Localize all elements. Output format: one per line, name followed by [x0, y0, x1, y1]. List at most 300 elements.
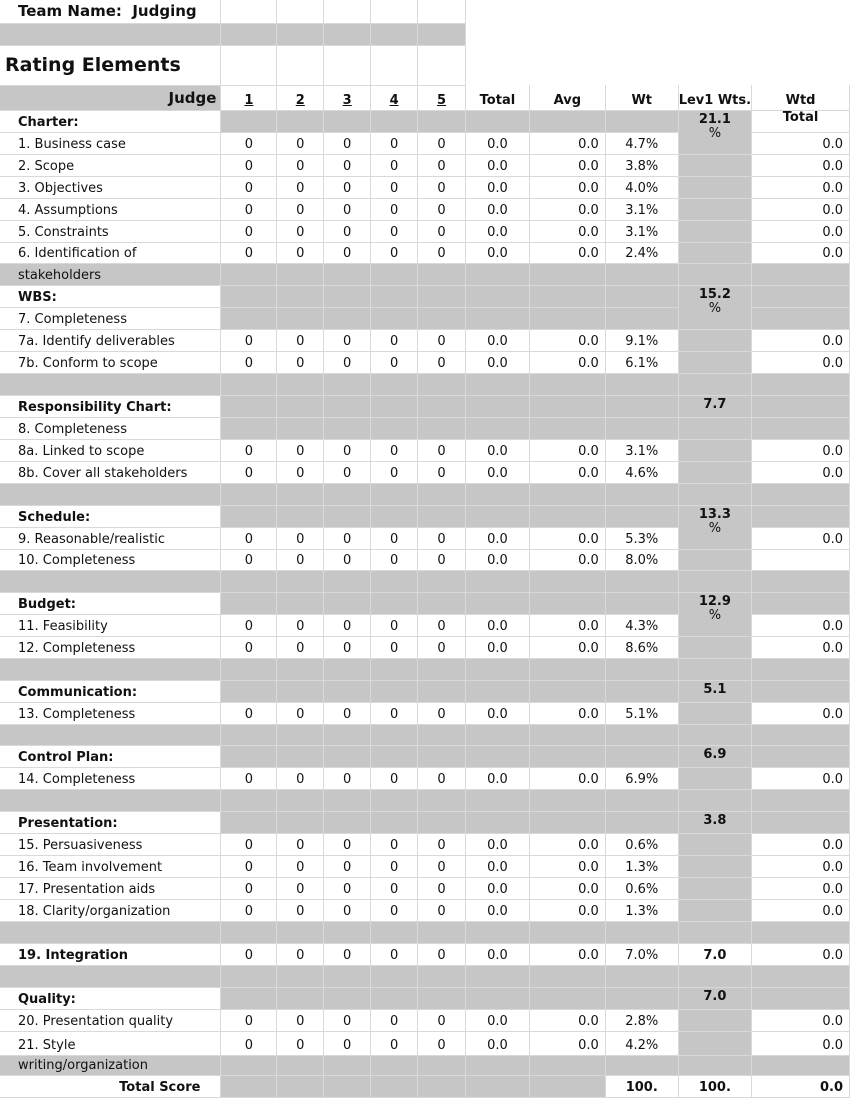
table-cell[interactable]: 0 [277, 351, 324, 373]
table-cell[interactable] [605, 680, 678, 702]
table-cell[interactable] [418, 110, 466, 132]
table-cell[interactable]: 0 [277, 1031, 324, 1055]
table-cell[interactable] [0, 373, 221, 395]
table-cell[interactable] [0, 789, 221, 811]
table-cell[interactable] [277, 263, 324, 285]
table-cell[interactable] [678, 154, 751, 176]
table-cell[interactable] [529, 0, 605, 23]
table-cell[interactable] [277, 658, 324, 680]
table-cell[interactable]: 0.0 [752, 220, 850, 242]
table-cell[interactable] [752, 965, 850, 987]
table-cell[interactable]: 0 [221, 855, 277, 877]
table-cell[interactable] [465, 789, 529, 811]
table-row[interactable] [0, 1031, 850, 1055]
table-cell[interactable]: 0 [277, 461, 324, 483]
table-cell[interactable] [678, 23, 751, 45]
table-cell[interactable] [0, 658, 221, 680]
table-cell[interactable] [0, 23, 221, 45]
table-cell[interactable]: 13.3 % [678, 505, 751, 549]
table-cell[interactable]: 0 [371, 855, 418, 877]
table-cell[interactable]: 0.0 [529, 702, 605, 724]
table-cell[interactable] [465, 110, 529, 132]
table-cell[interactable] [371, 592, 418, 614]
table-cell[interactable] [418, 0, 466, 23]
table-cell[interactable]: 0 [418, 198, 466, 220]
table-cell[interactable] [678, 439, 751, 461]
table-cell[interactable]: 0 [324, 461, 371, 483]
table-cell[interactable] [465, 965, 529, 987]
table-cell[interactable] [465, 921, 529, 943]
table-cell[interactable]: 0 [277, 1009, 324, 1031]
table-cell[interactable]: 0.0 [752, 636, 850, 658]
table-cell[interactable] [605, 570, 678, 592]
table-cell[interactable] [418, 987, 466, 1009]
table-cell[interactable] [678, 636, 751, 658]
table-cell[interactable] [277, 285, 324, 307]
table-cell[interactable] [221, 921, 277, 943]
table-cell[interactable]: 0 [324, 527, 371, 549]
table-cell[interactable]: 0 [324, 549, 371, 570]
table-cell[interactable] [529, 23, 605, 45]
table-cell[interactable] [529, 417, 605, 439]
table-cell[interactable]: 0 [371, 329, 418, 351]
table-cell[interactable]: 0 [277, 877, 324, 899]
table-cell[interactable] [465, 570, 529, 592]
table-cell[interactable] [529, 1055, 605, 1075]
table-cell[interactable]: 0 [221, 614, 277, 636]
table-cell[interactable]: 0.0 [752, 154, 850, 176]
table-cell[interactable]: 0.0 [752, 242, 850, 263]
table-cell[interactable] [371, 45, 418, 85]
table-cell[interactable] [221, 592, 277, 614]
table-cell[interactable] [465, 45, 529, 85]
table-cell[interactable] [0, 483, 221, 505]
table-cell[interactable] [678, 461, 751, 483]
table-cell[interactable] [678, 220, 751, 242]
table-cell[interactable] [324, 658, 371, 680]
table-cell[interactable] [678, 1031, 751, 1055]
table-cell[interactable] [752, 811, 850, 833]
table-cell[interactable] [371, 85, 418, 110]
table-cell[interactable] [752, 724, 850, 745]
table-cell[interactable]: 21.1 % [678, 110, 751, 154]
table-cell[interactable] [221, 373, 277, 395]
table-cell[interactable] [221, 789, 277, 811]
table-cell[interactable] [605, 811, 678, 833]
table-cell[interactable]: 0 [371, 198, 418, 220]
table-cell[interactable] [0, 570, 221, 592]
table-cell[interactable]: 0.0 [752, 351, 850, 373]
table-cell[interactable]: 4.0% [605, 176, 678, 198]
table-cell[interactable]: 0.0 [465, 943, 529, 965]
table-cell[interactable] [529, 505, 605, 527]
table-cell[interactable]: 0 [221, 176, 277, 198]
table-cell[interactable]: 0 [324, 132, 371, 154]
table-cell[interactable] [277, 1075, 324, 1097]
table-cell[interactable]: 0.0 [529, 767, 605, 789]
table-cell[interactable] [678, 965, 751, 987]
table-cell[interactable]: 0.0 [465, 1031, 529, 1055]
table-cell[interactable] [0, 965, 221, 987]
table-cell[interactable] [529, 789, 605, 811]
table-cell[interactable]: 0 [277, 855, 324, 877]
table-cell[interactable] [752, 307, 850, 329]
table-cell[interactable] [418, 965, 466, 987]
table-cell[interactable]: 0 [277, 899, 324, 921]
table-cell[interactable]: 0 [221, 636, 277, 658]
table-cell[interactable]: 0.0 [752, 461, 850, 483]
table-cell[interactable] [605, 263, 678, 285]
table-cell[interactable] [678, 483, 751, 505]
table-cell[interactable] [465, 724, 529, 745]
table-cell[interactable]: 0.0 [529, 132, 605, 154]
table-cell[interactable]: 6.9% [605, 767, 678, 789]
table-cell[interactable] [529, 483, 605, 505]
table-cell[interactable]: 0 [277, 767, 324, 789]
table-cell[interactable] [277, 85, 324, 110]
table-cell[interactable] [529, 987, 605, 1009]
table-cell[interactable] [678, 921, 751, 943]
table-cell[interactable] [605, 23, 678, 45]
table-cell[interactable]: 0 [371, 899, 418, 921]
table-cell[interactable] [418, 23, 466, 45]
table-cell[interactable]: 0.6% [605, 833, 678, 855]
table-cell[interactable]: 0 [418, 527, 466, 549]
table-cell[interactable]: 0 [277, 439, 324, 461]
table-cell[interactable]: 0.0 [465, 220, 529, 242]
table-cell[interactable] [371, 417, 418, 439]
table-cell[interactable] [678, 767, 751, 789]
table-cell[interactable]: 0.0 [752, 329, 850, 351]
table-cell[interactable] [605, 965, 678, 987]
table-cell[interactable]: 0 [324, 220, 371, 242]
table-cell[interactable]: 0 [277, 636, 324, 658]
table-cell[interactable]: 0.0 [529, 242, 605, 263]
table-cell[interactable] [529, 570, 605, 592]
table-cell[interactable]: 0 [371, 1009, 418, 1031]
table-cell[interactable] [529, 45, 605, 85]
table-cell[interactable] [418, 921, 466, 943]
table-cell[interactable] [678, 417, 751, 439]
table-cell[interactable]: 0.0 [529, 1031, 605, 1055]
table-cell[interactable]: 0.0 [752, 1009, 850, 1031]
table-cell[interactable] [221, 307, 277, 329]
table-cell[interactable] [529, 110, 605, 132]
table-cell[interactable] [605, 987, 678, 1009]
table-cell[interactable]: 0.0 [752, 767, 850, 789]
table-row[interactable] [0, 943, 850, 965]
table-cell[interactable]: 0.0 [752, 176, 850, 198]
table-cell[interactable]: 0 [371, 461, 418, 483]
table-row[interactable] [0, 833, 850, 855]
table-cell[interactable]: 0 [221, 329, 277, 351]
table-row[interactable] [0, 767, 850, 789]
table-cell[interactable]: 0.0 [752, 1031, 850, 1055]
table-cell[interactable] [324, 263, 371, 285]
table-cell[interactable]: 0 [418, 1009, 466, 1031]
table-cell[interactable] [324, 110, 371, 132]
table-cell[interactable]: 0 [221, 439, 277, 461]
table-cell[interactable]: 0 [418, 242, 466, 263]
table-cell[interactable] [371, 1075, 418, 1097]
table-cell[interactable] [465, 680, 529, 702]
table-cell[interactable]: 0 [221, 351, 277, 373]
table-cell[interactable] [418, 395, 466, 417]
table-cell[interactable]: 0 [371, 636, 418, 658]
table-cell[interactable] [465, 285, 529, 307]
table-cell[interactable] [277, 307, 324, 329]
table-cell[interactable] [221, 745, 277, 767]
table-cell[interactable] [277, 987, 324, 1009]
table-row[interactable] [0, 329, 850, 351]
table-cell[interactable] [418, 592, 466, 614]
table-cell[interactable]: 0.0 [465, 833, 529, 855]
table-cell[interactable] [277, 505, 324, 527]
table-cell[interactable] [277, 789, 324, 811]
table-cell[interactable] [371, 263, 418, 285]
table-row[interactable] [0, 176, 850, 198]
table-cell[interactable] [678, 351, 751, 373]
table-cell[interactable]: 0 [324, 877, 371, 899]
table-cell[interactable]: 0.0 [465, 549, 529, 570]
table-cell[interactable] [418, 417, 466, 439]
table-cell[interactable]: 0 [418, 614, 466, 636]
table-cell[interactable]: 0.0 [465, 461, 529, 483]
table-cell[interactable] [324, 395, 371, 417]
table-cell[interactable]: 0 [418, 943, 466, 965]
table-cell[interactable] [529, 658, 605, 680]
table-cell[interactable]: 0.0 [752, 439, 850, 461]
table-cell[interactable]: 0.0 [465, 1009, 529, 1031]
table-cell[interactable]: 0 [371, 242, 418, 263]
table-cell[interactable] [465, 1055, 529, 1075]
table-cell[interactable] [221, 45, 277, 85]
table-cell[interactable] [277, 417, 324, 439]
table-cell[interactable] [324, 307, 371, 329]
table-cell[interactable] [324, 745, 371, 767]
table-cell[interactable]: 0.0 [465, 198, 529, 220]
table-cell[interactable] [221, 680, 277, 702]
table-cell[interactable]: 0 [324, 614, 371, 636]
table-cell[interactable]: 3.1% [605, 439, 678, 461]
table-cell[interactable]: 0 [277, 329, 324, 351]
table-cell[interactable]: 0 [418, 439, 466, 461]
table-cell[interactable] [465, 1075, 529, 1097]
table-cell[interactable]: 0.0 [752, 833, 850, 855]
table-cell[interactable]: 0.0 [529, 329, 605, 351]
table-cell[interactable] [221, 724, 277, 745]
table-cell[interactable]: 0.0 [465, 242, 529, 263]
table-cell[interactable] [678, 263, 751, 285]
table-cell[interactable] [221, 483, 277, 505]
table-cell[interactable] [678, 198, 751, 220]
table-row[interactable] [0, 877, 850, 899]
table-cell[interactable]: 4.6% [605, 461, 678, 483]
table-cell[interactable]: 9.1% [605, 329, 678, 351]
table-cell[interactable] [221, 0, 277, 23]
table-cell[interactable] [371, 395, 418, 417]
table-cell[interactable]: 0 [324, 154, 371, 176]
table-cell[interactable] [418, 789, 466, 811]
table-cell[interactable]: 0.0 [465, 154, 529, 176]
table-cell[interactable]: 0 [418, 329, 466, 351]
table-cell[interactable] [529, 373, 605, 395]
table-cell[interactable]: 0.0 [529, 220, 605, 242]
table-cell[interactable] [371, 921, 418, 943]
table-cell[interactable]: 0.0 [465, 855, 529, 877]
table-cell[interactable]: 2.4% [605, 242, 678, 263]
table-cell[interactable] [418, 373, 466, 395]
table-cell[interactable]: 0 [418, 855, 466, 877]
table-cell[interactable]: 3.1% [605, 198, 678, 220]
table-cell[interactable]: 0.0 [529, 154, 605, 176]
table-cell[interactable] [678, 549, 751, 570]
table-cell[interactable] [371, 505, 418, 527]
table-cell[interactable] [465, 395, 529, 417]
table-cell[interactable]: 0 [418, 899, 466, 921]
table-cell[interactable] [678, 1009, 751, 1031]
table-cell[interactable] [221, 658, 277, 680]
table-cell[interactable] [465, 483, 529, 505]
table-cell[interactable] [605, 285, 678, 307]
table-cell[interactable] [0, 921, 221, 943]
table-cell[interactable] [678, 899, 751, 921]
table-cell[interactable] [277, 570, 324, 592]
table-cell[interactable] [752, 745, 850, 767]
table-cell[interactable]: 5.3% [605, 527, 678, 549]
table-cell[interactable] [465, 307, 529, 329]
table-cell[interactable] [371, 307, 418, 329]
table-cell[interactable]: 0 [418, 833, 466, 855]
table-cell[interactable]: 12.9 % [678, 592, 751, 636]
table-cell[interactable] [678, 45, 751, 85]
table-cell[interactable] [465, 745, 529, 767]
table-cell[interactable]: 0 [418, 877, 466, 899]
table-cell[interactable]: 0 [418, 220, 466, 242]
table-cell[interactable] [752, 395, 850, 417]
table-cell[interactable] [605, 592, 678, 614]
table-cell[interactable]: 0 [371, 220, 418, 242]
table-cell[interactable]: 0 [324, 833, 371, 855]
table-cell[interactable] [324, 1075, 371, 1097]
table-cell[interactable] [371, 745, 418, 767]
table-cell[interactable] [678, 724, 751, 745]
table-cell[interactable]: 0 [324, 1031, 371, 1055]
table-cell[interactable]: 0 [324, 439, 371, 461]
table-cell[interactable] [418, 658, 466, 680]
table-cell[interactable] [752, 505, 850, 527]
table-cell[interactable] [324, 811, 371, 833]
table-cell[interactable]: 0 [371, 833, 418, 855]
table-cell[interactable]: 0.0 [752, 877, 850, 899]
table-cell[interactable] [529, 965, 605, 987]
table-cell[interactable]: 0 [277, 614, 324, 636]
table-cell[interactable] [752, 987, 850, 1009]
table-cell[interactable] [221, 1075, 277, 1097]
table-cell[interactable] [605, 483, 678, 505]
table-cell[interactable]: 0 [324, 1009, 371, 1031]
table-cell[interactable]: 7.0% [605, 943, 678, 965]
table-cell[interactable]: 3.8% [605, 154, 678, 176]
table-cell[interactable]: 3.1% [605, 220, 678, 242]
table-cell[interactable]: 0 [324, 351, 371, 373]
table-cell[interactable]: 0 [221, 154, 277, 176]
table-cell[interactable] [221, 85, 277, 110]
table-cell[interactable] [277, 921, 324, 943]
table-cell[interactable]: 0 [221, 461, 277, 483]
table-cell[interactable]: 0 [221, 877, 277, 899]
table-cell[interactable] [324, 0, 371, 23]
table-cell[interactable] [324, 965, 371, 987]
table-cell[interactable]: 0 [221, 220, 277, 242]
table-cell[interactable] [529, 745, 605, 767]
table-cell[interactable]: 0 [371, 702, 418, 724]
table-cell[interactable]: 0 [371, 439, 418, 461]
table-cell[interactable] [529, 724, 605, 745]
table-row[interactable] [0, 549, 850, 570]
table-cell[interactable]: 0 [324, 329, 371, 351]
table-cell[interactable]: 2.8% [605, 1009, 678, 1031]
table-cell[interactable] [605, 789, 678, 811]
table-cell[interactable] [678, 373, 751, 395]
table-cell[interactable]: 15.2 % [678, 285, 751, 329]
table-cell[interactable] [324, 921, 371, 943]
table-cell[interactable]: 0.0 [465, 351, 529, 373]
table-cell[interactable] [418, 505, 466, 527]
table-cell[interactable]: 0.0 [529, 351, 605, 373]
table-cell[interactable] [529, 680, 605, 702]
table-cell[interactable]: 0.0 [752, 702, 850, 724]
table-cell[interactable]: 4.2% [605, 1031, 678, 1055]
table-cell[interactable] [371, 724, 418, 745]
table-cell[interactable] [678, 570, 751, 592]
table-cell[interactable] [752, 483, 850, 505]
table-cell[interactable] [752, 658, 850, 680]
table-cell[interactable] [418, 263, 466, 285]
table-cell[interactable] [605, 1055, 678, 1075]
table-cell[interactable] [752, 0, 850, 23]
table-cell[interactable] [324, 1055, 371, 1075]
table-row[interactable] [0, 899, 850, 921]
table-cell[interactable] [418, 45, 466, 85]
table-cell[interactable]: 0 [418, 461, 466, 483]
table-cell[interactable]: 5.1% [605, 702, 678, 724]
table-row[interactable] [0, 351, 850, 373]
table-cell[interactable] [277, 23, 324, 45]
table-cell[interactable]: 0.0 [529, 1009, 605, 1031]
table-cell[interactable] [752, 789, 850, 811]
table-cell[interactable] [752, 417, 850, 439]
table-cell[interactable]: 0 [371, 1031, 418, 1055]
table-cell[interactable] [371, 789, 418, 811]
table-cell[interactable] [221, 417, 277, 439]
table-cell[interactable]: 0 [277, 198, 324, 220]
table-cell[interactable] [529, 592, 605, 614]
table-cell[interactable]: 0.0 [529, 198, 605, 220]
table-cell[interactable]: 0.0 [465, 702, 529, 724]
table-cell[interactable]: 0.0 [529, 461, 605, 483]
table-cell[interactable] [465, 373, 529, 395]
table-row[interactable] [0, 439, 850, 461]
table-cell[interactable] [371, 23, 418, 45]
table-cell[interactable] [678, 833, 751, 855]
table-cell[interactable]: 0.0 [465, 132, 529, 154]
table-cell[interactable] [277, 1055, 324, 1075]
table-cell[interactable]: 0 [221, 242, 277, 263]
table-cell[interactable] [605, 745, 678, 767]
table-cell[interactable]: 0 [221, 1009, 277, 1031]
table-cell[interactable]: 0 [371, 943, 418, 965]
